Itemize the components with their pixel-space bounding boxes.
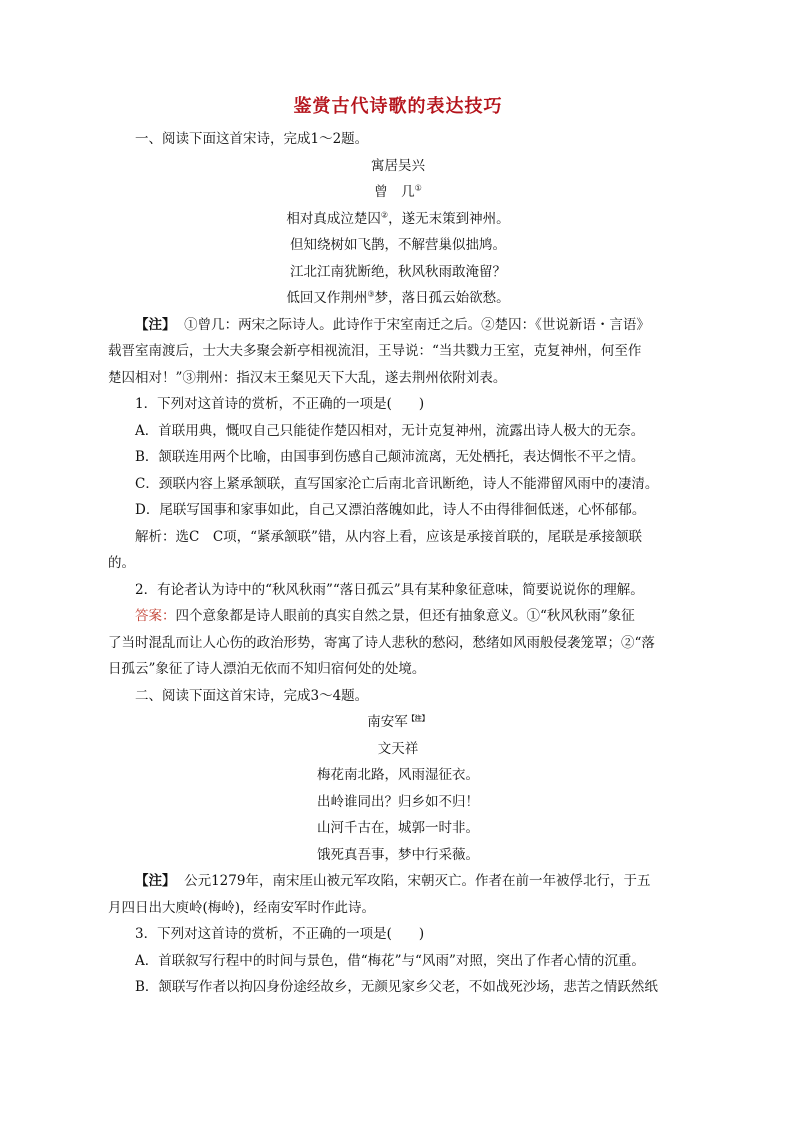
poem-2-note [108, 868, 688, 895]
section-1-heading: 一、阅读下面这首宋诗，完成1～2题。 [135, 131, 369, 147]
question-2: 2．有论者认为诗中的“秋风秋雨”“落日孤云”具有某种象征意味，简要说说你的理解。 [135, 581, 644, 598]
poem-1-note-cont: 楚囚相对！”③荆州：指汉末王粲见天下大乱，遂去荆州依附刘表。 [108, 369, 507, 386]
note-text: 公元1279年，南宋厓山被元军攻陷，宋朝灭亡。作者在前一年被俘北行，于五 [184, 873, 651, 889]
poem-1-line [108, 206, 688, 233]
note-label: 【注】 [135, 316, 176, 333]
question-2-answer-cont: 了当时混乱而让人心伤的政治形势，寄寓了诗人悲秋的愁闷，愁绪如风雨般侵袭笼罩；②“落 [108, 634, 655, 651]
note-label: 【注】 [135, 873, 176, 889]
footnote-marker: ③ [367, 289, 375, 299]
poem-2-note-cont: 月四日出大庾岭(梅岭)，经南安军时作此诗。 [108, 899, 376, 916]
poem-1-line: 江北江南犹断绝，秋风秋雨敢淹留？ [290, 263, 506, 280]
section-2-heading: 二、阅读下面这首宋诗，完成3～4题。 [135, 687, 369, 704]
question-2-answer [108, 603, 688, 630]
question-3: 3．下列对这首诗的赏析，不正确的一项是( ) [135, 926, 425, 942]
question-1-option-b: B．颔联连用两个比喻，由国事到伤感自己颠沛流离，无处栖托，表达惆怅不平之情。 [135, 449, 645, 465]
poem-1-author-name: 曾 几 [374, 184, 415, 200]
question-1-analysis-cont: 的。 [108, 555, 135, 571]
poem-2-line: 饿死真吾事，梦中行采薇。 [317, 846, 479, 863]
poem-2-title-text: 南安军 [367, 714, 408, 730]
poem-1-author [108, 179, 688, 206]
page-title: 鉴赏古代诗歌的表达技巧 [293, 96, 503, 117]
poem-2-title [108, 709, 688, 736]
question-1-option-d: D．尾联写国事和家事如此，自己又漂泊落魄如此，诗人不由得徘徊低迷，心怀郁郁。 [135, 502, 646, 518]
question-3-option-a: A．首联叙写行程中的时间与景色，借“梅花”与“风雨”对照，突出了作者心情的沉重。 [135, 952, 645, 969]
document-page [108, 92, 688, 1001]
poem-1-line [108, 285, 688, 312]
poem-2-line: 出岭谁同出？归乡如不归！ [317, 793, 479, 810]
poem-1-note-cont: 载晋室南渡后，士大夫多聚会新亭相视流泪，王导说：“当共戮力王室，克复神州，何至作 [108, 343, 642, 359]
question-3-option-b: B．颔联写作者以拘囚身份途经故乡，无颜见家乡父老，不如战死沙场，悲苦之情跃然纸 [135, 979, 658, 995]
question-1-analysis: 解析：选C C项，“紧承颔联”错，从内容上看，应该是承接首联的，尾联是承接颔联 [135, 528, 642, 545]
answer-text: 四个意象都是诗人眼前的真实自然之景，但还有抽象意义。①“秋风秋雨”象征 [175, 608, 635, 624]
footnote-marker: ② [380, 210, 389, 219]
question-1-option-c: C．颈联内容上紧承颔联，直写国家沦亡后南北音讯断绝，诗人不能滞留风雨中的凄清。 [135, 475, 659, 492]
poem-1-note [108, 312, 688, 339]
poem-2-line: 梅花南北路，风雨湿征衣。 [317, 767, 479, 783]
answer-label: 答案： [135, 608, 176, 624]
question-1: 1．下列对这首诗的赏析，不正确的一项是( ) [135, 396, 425, 412]
poem-text: 相对真成泣楚囚 [286, 210, 381, 227]
question-2-answer-cont: 日孤云”象征了诗人漂泊无依而不知归宿何处的处境。 [108, 661, 426, 677]
poem-2-author: 文天祥 [377, 740, 419, 757]
poem-2-line: 山河千古在，城郭一时非。 [317, 820, 479, 836]
question-1-option-a: A．首联用典，慨叹自己只能徒作楚囚相对，无计克复神州，流露出诗人极大的无奈。 [135, 422, 645, 439]
poem-text: 梦，落日孤云始欲愁。 [374, 290, 510, 306]
poem-1-line: 但知绕树如飞鹊，不解营巢似拙鸠。 [290, 237, 506, 253]
poem-1-title: 寓居吴兴 [371, 157, 425, 174]
poem-text: ，遂无末策到神州。 [388, 210, 510, 227]
note-tag: 【注】 [407, 713, 429, 723]
footnote-marker: ① [414, 183, 422, 193]
note-text: ①曾几：两宋之际诗人。此诗作于宋室南迁之后。②楚囚：《世说新语・言语》 [184, 316, 650, 333]
poem-text: 低回又作荆州 [286, 290, 368, 306]
